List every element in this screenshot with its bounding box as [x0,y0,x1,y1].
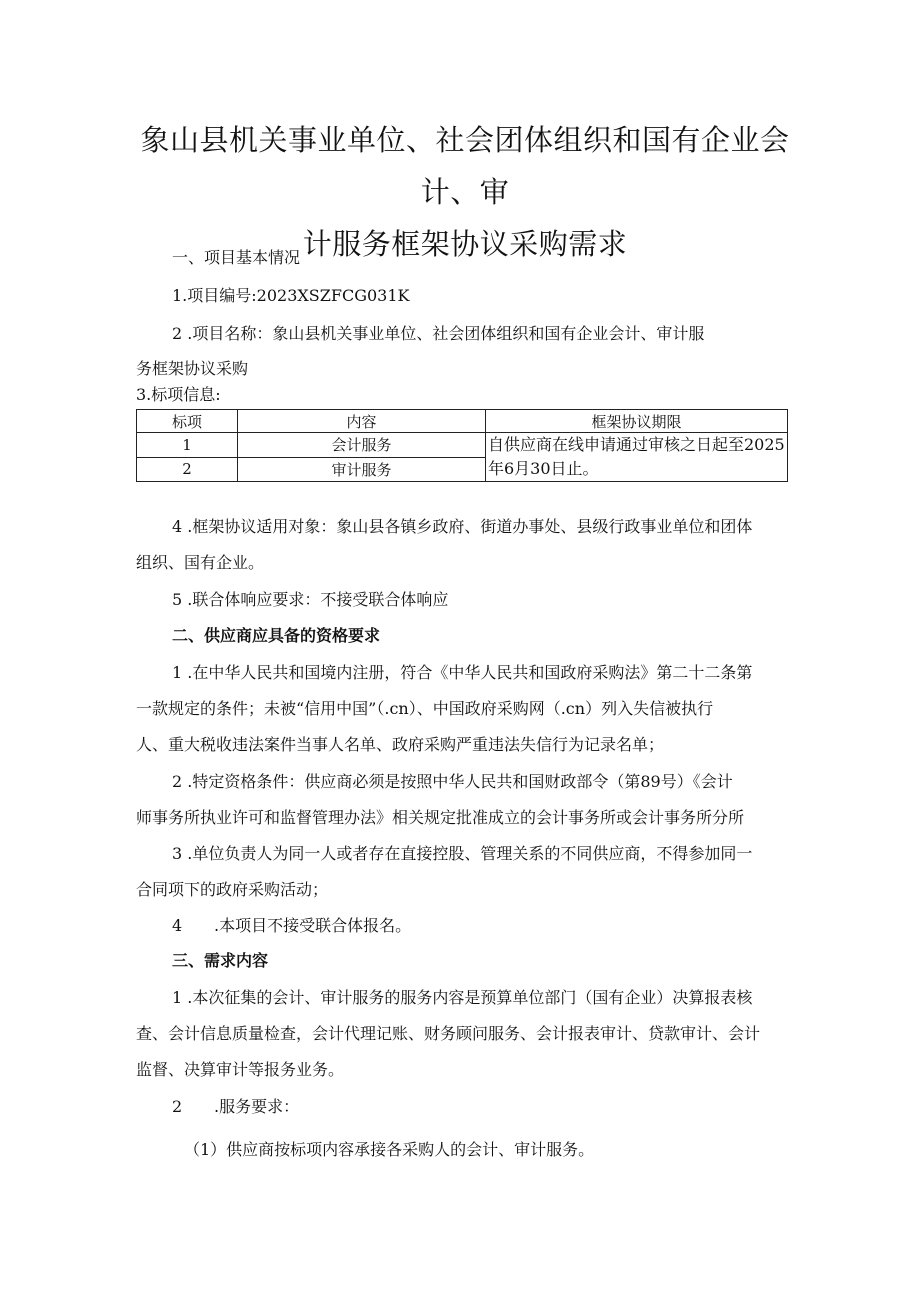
applicable-objects-line-1: 4 .框架协议适用对象：象山县各镇乡政府、街道办事处、县级行政事业单位和团体 [172,517,753,536]
header-content: 内容 [238,410,486,433]
qualification-1-line-3: 人、重大税收违法案件当事人名单、政府采购严重违法失信行为记录名单； [136,735,665,754]
header-period: 框架协议期限 [486,410,788,433]
qualification-2-line-1: 2 .特定资格条件：供应商必须是按照中华人民共和国财政部令（第89号）《会计 [172,772,733,791]
requirement-2-number: 2 [172,1097,183,1116]
qualification-3-line-1: 3 .单位负责人为同一人或者存在直接控股、管理关系的不同供应商，不得参加同一 [172,844,753,863]
qualification-4-text: .本项目不接受联合体报名。 [214,916,412,935]
header-lot: 标项 [137,410,238,433]
requirement-2-text: .服务要求： [214,1097,300,1116]
qualification-2-line-2: 师事务所执业许可和监督管理办法》相关规定批准成立的会计事务所或会计事务所分所 [136,808,745,827]
table-row [137,433,788,458]
lot-info-label: 3.标项信息: [136,385,221,404]
section3-heading: 三、需求内容 [172,951,269,970]
applicable-objects-line-2: 组织、国有企业。 [136,553,265,572]
lot-table-header [137,410,788,433]
title-line-2: 计服务框架协议采购需求 [302,227,628,261]
consortium-requirement: 5 .联合体响应要求：不接受联合体响应 [172,590,449,609]
qualification-3-line-2: 合同项下的政府采购活动； [136,880,329,899]
qualification-1-line-2: 一款规定的条件；未被“信用中国”（.cn）、中国政府采购网（.cn）列入失信被执行 [136,699,714,718]
project-name-line-2: 务框架协议采购 [136,359,249,378]
project-name-line-1: 2 .项目名称：象山县机关事业单位、社会团体组织和国有企业会计、审计服 [172,324,705,343]
project-number: 1.项目编号:2023XSZFCG031K [172,286,410,305]
service-requirement-1: （1）供应商按标项内容承接各采购人的会计、审计服务。 [184,1140,595,1159]
lot-table [136,409,788,482]
lot-content: 会计服务 [238,433,486,458]
requirement-1-line-3: 监督、决算审计等报务业务。 [136,1060,345,1079]
qualification-1-line-1: 1 .在中华人民共和国境内注册，符合《中华人民共和国政府采购法》第二十二条第 [172,663,753,682]
lot-number: 2 [137,457,238,482]
lot-period: 自供应商在线申请通过审核之日起至2025年6月30日止。 [486,433,788,482]
lot-content: 审计服务 [238,457,486,482]
qualification-4-number: 4 [172,916,183,935]
lot-number: 1 [137,433,238,458]
section1-heading: 一、项目基本情况 [172,248,301,267]
requirement-1-line-2: 查、会计信息质量检查，会计代理记账、财务顾问服务、会计报表审计、贷款审计、会计 [136,1024,761,1043]
requirement-1-line-1: 1 .本次征集的会计、审计服务的服务内容是预算单位部门（国有企业）决算报表核 [172,988,753,1007]
title-line-1: 象山县机关事业单位、社会团体组织和国有企业会计、审 [140,123,790,209]
section2-heading: 二、供应商应具备的资格要求 [172,626,381,645]
